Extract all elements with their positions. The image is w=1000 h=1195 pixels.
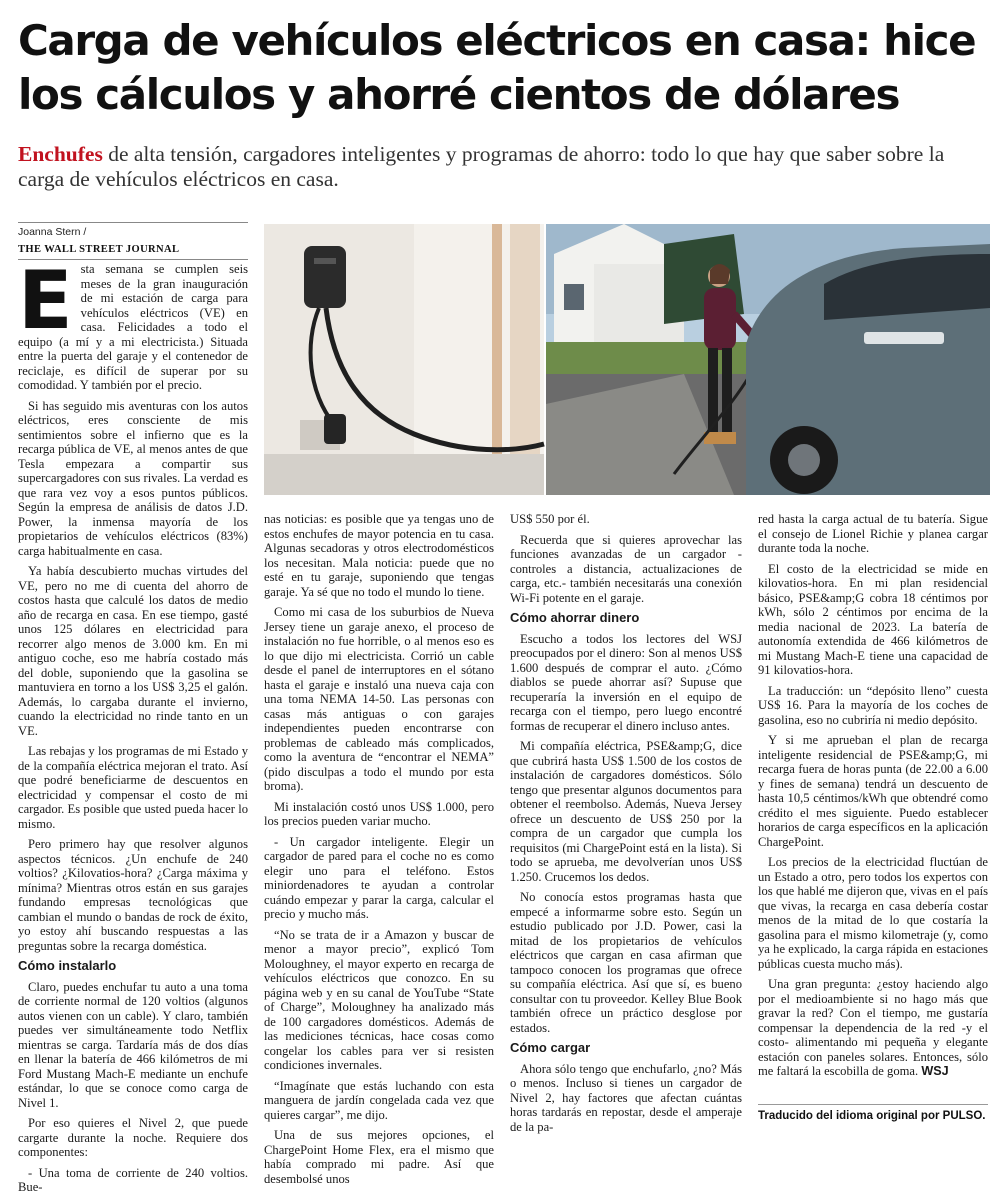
column-3-body bbox=[510, 512, 742, 1134]
paragraph: - Una toma de corriente de 240 voltios. Bue- bbox=[18, 1165, 248, 1194]
paragraph: La traducción: un “depósito lleno” cuesta US$ 16. Para la mayoría de los coches de gasolina, eso no cubriría ni medio depósito. bbox=[758, 683, 988, 727]
section-heading: Cómo cargar bbox=[510, 1040, 591, 1055]
column-2-body bbox=[264, 512, 494, 1186]
paragraph: Las rebajas y los programas de mi Estado y de la compañía eléctrica mejoran el trato. Así que podré beneficiarme de descuentos en electricidad y compensar el costo de mi cargador. Es posible que usted pueda hacer lo mismo. bbox=[18, 744, 248, 831]
paragraph: “No se trata de ir a Amazon y buscar de menor a mayor precio”, explicó Tom Moloughney, el mayor experto en recarga de vehículos eléctricos que conozco. En su página web y en su canal de YouTube “State of Charge”, Moloughney ha analizado más de 100 cargadores domésticos. Además de las mediciones técnicas, hace cosas como congelar los cables para ver si resisten condiciones invernales. bbox=[264, 927, 494, 1072]
paragraph: Pero primero hay que resolver algunos aspectos técnicos. ¿Un enchufe de 240 voltios? ¿Kilovatios-hora? ¿Carga máxima y mínima? Mientras otros están en sus garajes fundando empresas tecnológicas que cambian el mundo o bandas de rock de éxito, yo estoy ahí buscando respuestas a las preguntas sobre la recarga doméstica. bbox=[18, 837, 248, 953]
column-1-body bbox=[18, 254, 248, 1195]
paragraph: Ahora sólo tengo que enchufarlo, ¿no? Más o menos. Incluso si tienes un cargador de Nivel 2, hay factores que afectan cuántas horas tardarás en repostar, desde el amperaje de la pa- bbox=[510, 1061, 742, 1134]
paragraph: US$ 550 por él. bbox=[510, 512, 590, 526]
column-2 bbox=[264, 512, 494, 1186]
last-paragraph-text: Una gran pregunta: ¿estoy haciendo algo por el medioambiente si no hago más que gravar la red? Con el tiempo, me gustaría compensar la dependencia de la red -y el costo- alimentando mi pequeña y elegante estación con paneles solares. Entonces, sólo me faltará la escobilla de goma. bbox=[758, 977, 988, 1078]
paragraph: Una de sus mejores opciones, el ChargePoint Home Flex, era el mismo que había comprado mi padre. Así que desembolsé unos bbox=[264, 1128, 494, 1186]
translation-credit: Traducido del idioma original por PULSO. bbox=[758, 1104, 988, 1123]
byline-author: Joanna Stern / bbox=[18, 226, 87, 238]
paragraph: “Imagínate que estás luchando con esta manguera de jardín congelada cada vez que quieres cargar”, me dijo. bbox=[264, 1078, 494, 1122]
paragraph: Recuerda que si quieres aprovechar las funciones avanzadas de un cargador -controles a distancia, actualizaciones de carga, etc.- también necesitarás una conexión Wi-Fi potente en el garaje. bbox=[510, 532, 742, 605]
paragraph: Si has seguido mis aventuras con los autos eléctricos, eres consciente de mis sentimientos sobre el infierno que es la recarga pública de VE, al menos antes de que Tesla empezara a compartir sus supercargadores con sus rivales. La verdad es que rara vez voy a esos puntos públicos. Según la empresa de análisis de datos J.D. Power, la inmensa mayoría de los propietarios de vehículos eléctricos (83%) carga habitualmente en casa. bbox=[18, 398, 248, 558]
section-heading: Cómo ahorrar dinero bbox=[510, 610, 640, 625]
paragraph: Por eso quieres el Nivel 2, que puede cargarte durante la noche. Requiere dos componentes: bbox=[18, 1116, 248, 1159]
article-photo bbox=[264, 224, 990, 495]
subhead-text: de alta tensión, cargadores inteligentes y programas de ahorro: todo lo que hay que saber sobre la carga de vehículos eléctricos en casa. bbox=[18, 142, 945, 191]
column-3 bbox=[510, 512, 742, 1156]
paragraph: Claro, puedes enchufar tu auto a una toma de corriente normal de 120 voltios (algunos autos vienen con un cable). Y claro, también puedes ver simultáneamente todo Netflix mientras se carga. Tardaría más de dos días en llenar la batería de 466 kilómetros de mi Ford Mustang Mach-E mediante un enchufe estándar, lo que se conoce como carga de Nivel 1. bbox=[18, 979, 248, 1110]
paragraph: nas noticias: es posible que ya tengas uno de estos enchufes de mayor potencia en tu casa. Algunas secadoras y otros electrodomésticos los necesitan. Mala noticia: puede que no esté en tu garaje, suponiendo que tengas garaje. Ya sé que no todo el mundo lo tiene. bbox=[264, 512, 494, 599]
paragraph: Los precios de la electricidad fluctúan de un Estado a otro, pero todos los expertos con los que hablé me dijeron que, vivas en el país que vivas, la recarga en casa debería costar menos de la mitad de lo que costaría la gasolina para el mismo kilometraje (y, como ya he explicado, la carga rápida en estaciones públicas cuesta mucho más). bbox=[758, 855, 988, 971]
paragraph: - Un cargador inteligente. Elegir un cargador de pared para el coche no es como elegir uno para el teléfono. Estos miniordenadores te ayudan a controlar cuándo empezar y parar la carga, calcular el precio y mucho más. bbox=[264, 834, 494, 921]
photo-illustration bbox=[264, 224, 990, 495]
paragraph: Mi compañía eléctrica, PSE&amp;G, dice que cubrirá hasta US$ 1.500 de los costos de instalación de cargadores domésticos. Sólo tengo que presentar algunos documentos para obtener el reembolso. Además, Nueva Jersey ofrece un descuento de US$ 250 por la compra de un cargador que cumpla los requisitos (mi ChargePoint está en la lista). Si todo se aprueba, me devolverían unos US$ 1.250. Crucemos los dedos. bbox=[510, 739, 742, 884]
byline-rule bbox=[18, 222, 248, 223]
column-4 bbox=[758, 512, 988, 1098]
paragraph: sta semana se cumplen seis meses de la gran inauguración de mi estación de carga para vehículos eléctricos (VE) en casa. Felicidades a todo el equipo (a mí y a mi electricista.) Situada entre la puerta del garaje y el contenedor de reciclaje, es difícil de superar por su comodidad. Y también por el precio. bbox=[18, 262, 248, 392]
endmark-wrap bbox=[758, 977, 988, 1078]
paragraph: Escucho a todos los lectores del WSJ preocupados por el dinero: Son al menos US$ 1.600 después de comprar el auto. ¿Cómo diablos se puede ahorrar así? Supuse que recuperaría la inversión en el equipo de recarga con el tiempo, pero luego encontré formas de recuperar el dinero incluso antes. bbox=[510, 631, 742, 733]
section-heading: Cómo instalarlo bbox=[18, 958, 117, 973]
headline: Carga de vehículos eléctricos en casa: hice los cálculos y ahorré cientos de dólares bbox=[18, 16, 976, 119]
subhead bbox=[18, 142, 988, 192]
paragraph: Como mi casa de los suburbios de Nueva Jersey tiene un garaje anexo, el proceso de instalación no fue horrible, o al menos eso es lo que dijo mi electricista. Corrió un cable desde el panel de interruptores en el sótano hasta el garaje e instaló una nueva caja con una toma NEMA 14-50. Las personas con casas más antiguas o con garajes independientes pueden encontrarse con problemas de cableado más complicados, como la aventura de “encontrar el NEMA” (pido disculpas a todo el mundo por esta broma). bbox=[264, 605, 494, 793]
paragraph: El costo de la electricidad se mide en kilovatios-hora. En mi plan residencial básico, PSE&amp;G cobra 18 céntimos por kWh, sólo 2 céntimos por encima de la media nacional de 2023. La batería de autonomía extendida de 466 kilómetros de mi Mustang Mach-E tiene una capacidad de 91 kilovatios-hora. bbox=[758, 561, 988, 677]
paragraph: Ya había descubierto muchas virtudes del VE, pero no me di cuenta del ahorro de costos hasta que calculé los datos de medio año de recarga en casa. En ese tiempo, gasté unos 125 dólares en electricidad para recorrer algo menos de 3.000 km. En mi antiguo coche, eso me habría costado más del doble, suponiendo que la gasolina se mantuviera en torno a los US$ 3,25 el galón. Además, lo cargaba durante el invierno, cuando la electricidad no rinde tanto en un VE. bbox=[18, 564, 248, 738]
wsj-endmark: WSJ bbox=[921, 1064, 949, 1078]
kicker: Enchufes bbox=[18, 142, 103, 166]
dropcap: E bbox=[18, 254, 73, 347]
column-1 bbox=[18, 254, 248, 1194]
paragraph: Y si me aprueban el plan de recarga inteligente residencial de PSE&amp;G, mi recarga fuera de horas punta (de 22.00 a 6.00 y fines de semana) tendrá un descuento de hasta 10,5 céntimos/kWh que obtendré como crédito el mes siguiente. Puedo establecer horarios de carga específicos en la aplicación ChargePoint. bbox=[758, 733, 988, 849]
paragraph bbox=[758, 977, 988, 1079]
byline-publication: THE WALL STREET JOURNAL bbox=[18, 244, 180, 255]
paragraph: No conocía estos programas hasta que empecé a informarme sobre esto. Según un estudio publicado por J.D. Power, casi la mitad de los propietarios de vehículos eléctricos que cargan en casa afirman que tampoco conocen los programas que ofrece su compañía eléctrica. Así que sí, es bueno consultar con tu proveedor. Kelley Blue Book también ofrece un práctico desglose por estados. bbox=[510, 890, 742, 1035]
paragraph: Mi instalación costó unos US$ 1.000, pero los precios pueden variar mucho. bbox=[264, 799, 494, 828]
column-4-body bbox=[758, 512, 988, 1079]
paragraph: red hasta la carga actual de tu batería. Sigue el consejo de Lionel Richie y planea cargar durante toda la noche. bbox=[758, 512, 988, 555]
